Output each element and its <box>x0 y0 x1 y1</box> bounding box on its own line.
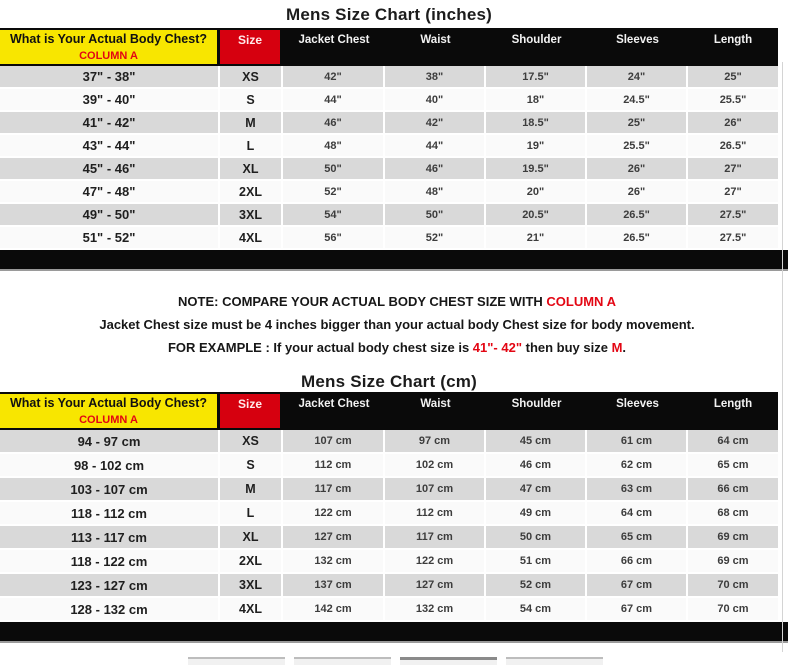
column-a-label: COLUMN A <box>79 414 138 426</box>
measure-value-cell: 46 cm <box>486 454 587 478</box>
thumbnail[interactable] <box>400 657 497 665</box>
measure-value-cell: 52" <box>283 181 385 204</box>
size-cell: XS <box>220 66 283 89</box>
note-text: then buy size <box>522 340 612 355</box>
body-chest-cell: 51" - 52" <box>0 227 220 250</box>
measure-value-cell: 132 cm <box>385 598 486 622</box>
table-row <box>0 502 778 526</box>
measure-value-cell: 137 cm <box>283 574 385 598</box>
size-cell: 4XL <box>220 598 283 622</box>
measure-value-cell: 64 cm <box>587 502 688 526</box>
measure-value-cell: 26" <box>688 112 778 135</box>
right-edge-line <box>782 62 783 652</box>
note-line-3 <box>0 340 794 355</box>
size-header-cell: Size <box>220 30 283 64</box>
size-cell: M <box>220 112 283 135</box>
body-chest-cell: 123 - 127 cm <box>0 574 220 598</box>
measure-value-cell: 64 cm <box>688 430 778 454</box>
measure-value-cell: 66 cm <box>587 550 688 574</box>
measure-value-cell: 26" <box>587 181 688 204</box>
inches-table-header-row <box>0 28 778 66</box>
measure-header-cell: Sleeves <box>616 34 659 46</box>
measure-value-cell: 21" <box>486 227 587 250</box>
cm-table-body <box>0 430 794 622</box>
size-cell: L <box>220 502 283 526</box>
measure-value-cell: 122 cm <box>385 550 486 574</box>
measure-value-cell: 70 cm <box>688 574 778 598</box>
note-line-2 <box>0 317 794 332</box>
size-cell: S <box>220 454 283 478</box>
measure-header-cell: Sleeves <box>616 398 659 410</box>
table-row <box>0 430 778 454</box>
note-block <box>0 294 794 355</box>
measure-value-cell: 142 cm <box>283 598 385 622</box>
body-chest-header-label: What is Your Actual Body Chest? <box>9 32 207 46</box>
measure-value-cell: 112 cm <box>283 454 385 478</box>
inches-table-section <box>0 0 794 271</box>
measure-value-cell: 49 cm <box>486 502 587 526</box>
body-chest-cell: 45" - 46" <box>0 158 220 181</box>
table-row <box>0 227 778 250</box>
measure-value-cell: 25" <box>688 66 778 89</box>
table-row <box>0 89 778 112</box>
cm-table-header-row <box>0 392 778 430</box>
measure-value-cell: 44" <box>283 89 385 112</box>
note-text: NOTE: COMPARE YOUR ACTUAL BODY CHEST SIZE WITH <box>178 294 547 309</box>
body-chest-cell: 41" - 42" <box>0 112 220 135</box>
measure-value-cell: 61 cm <box>587 430 688 454</box>
inches-table-bottom-bar <box>0 250 788 271</box>
measure-value-cell: 69 cm <box>688 550 778 574</box>
measure-value-cell: 122 cm <box>283 502 385 526</box>
measure-value-cell: 27.5" <box>688 227 778 250</box>
measure-value-cell: 48" <box>283 135 385 158</box>
size-header-cell: Size <box>220 394 283 428</box>
measure-value-cell: 54" <box>283 204 385 227</box>
body-chest-cell: 128 - 132 cm <box>0 598 220 622</box>
measure-value-cell: 42" <box>283 66 385 89</box>
cm-table-bottom-bar <box>0 622 788 643</box>
measure-value-cell: 18" <box>486 89 587 112</box>
thumbnail[interactable] <box>188 657 285 665</box>
table-row <box>0 135 778 158</box>
measure-header-cell: Waist <box>420 398 451 410</box>
note-text: Jacket Chest size must be 4 inches bigger than your actual body Chest size for body movement. <box>99 317 695 332</box>
table-row <box>0 574 778 598</box>
measure-value-cell: 46" <box>283 112 385 135</box>
body-chest-cell: 37" - 38" <box>0 66 220 89</box>
measure-value-cell: 102 cm <box>385 454 486 478</box>
body-chest-header-cell <box>0 394 220 428</box>
measure-header-cell: Length <box>713 34 753 46</box>
measure-value-cell: 25.5" <box>688 89 778 112</box>
table-row <box>0 158 778 181</box>
size-cell: 2XL <box>220 550 283 574</box>
measure-value-cell: 46" <box>385 158 486 181</box>
note-highlight-text: M <box>611 340 623 355</box>
size-cell: S <box>220 89 283 112</box>
note-highlight-text: COLUMN A <box>546 294 616 309</box>
body-chest-cell: 118 - 122 cm <box>0 550 220 574</box>
body-chest-cell: 118 - 112 cm <box>0 502 220 526</box>
measure-header-cell: Jacket Chest <box>298 34 370 46</box>
measure-value-cell: 62 cm <box>587 454 688 478</box>
size-cell: 3XL <box>220 204 283 227</box>
measure-value-cell: 63 cm <box>587 478 688 502</box>
measure-value-cell: 69 cm <box>688 526 778 550</box>
measure-value-cell: 67 cm <box>587 574 688 598</box>
body-chest-cell: 103 - 107 cm <box>0 478 220 502</box>
note-text: FOR EXAMPLE : If your actual body chest size is <box>167 340 473 355</box>
size-cell: M <box>220 478 283 502</box>
measure-header-cell: Jacket Chest <box>298 398 370 410</box>
measure-value-cell: 54 cm <box>486 598 587 622</box>
table-row <box>0 204 778 227</box>
measure-value-cell: 107 cm <box>385 478 486 502</box>
inches-table-title: Mens Size Chart (inches) <box>285 5 492 24</box>
body-chest-header-cell <box>0 30 220 64</box>
body-chest-cell: 49" - 50" <box>0 204 220 227</box>
table-row <box>0 526 778 550</box>
measure-value-cell: 44" <box>385 135 486 158</box>
size-cell: XL <box>220 158 283 181</box>
measure-value-cell: 20.5" <box>486 204 587 227</box>
measure-value-cell: 65 cm <box>688 454 778 478</box>
measure-value-cell: 112 cm <box>385 502 486 526</box>
measure-value-cell: 66 cm <box>688 478 778 502</box>
measure-value-cell: 26" <box>587 158 688 181</box>
measure-value-cell: 26.5" <box>587 204 688 227</box>
measure-value-cell: 20" <box>486 181 587 204</box>
measure-value-cell: 97 cm <box>385 430 486 454</box>
size-cell: 2XL <box>220 181 283 204</box>
measure-value-cell: 127 cm <box>283 526 385 550</box>
measure-value-cell: 26.5" <box>688 135 778 158</box>
measure-value-cell: 27.5" <box>688 204 778 227</box>
measure-value-cell: 25" <box>587 112 688 135</box>
measure-header-cell: Shoulder <box>511 34 562 46</box>
size-cell: L <box>220 135 283 158</box>
measure-value-cell: 50" <box>385 204 486 227</box>
measure-header-cell: Shoulder <box>511 398 562 410</box>
measure-value-cell: 48" <box>385 181 486 204</box>
measure-value-cell: 51 cm <box>486 550 587 574</box>
measure-value-cell: 19" <box>486 135 587 158</box>
measure-value-cell: 65 cm <box>587 526 688 550</box>
measure-value-cell: 67 cm <box>587 598 688 622</box>
measure-value-cell: 127 cm <box>385 574 486 598</box>
table-row <box>0 454 778 478</box>
table-row <box>0 478 778 502</box>
measure-value-cell: 45 cm <box>486 430 587 454</box>
table-row <box>0 66 778 89</box>
measure-value-cell: 52 cm <box>486 574 587 598</box>
column-a-label: COLUMN A <box>79 50 138 62</box>
measure-value-cell: 38" <box>385 66 486 89</box>
measure-value-cell: 18.5" <box>486 112 587 135</box>
measure-value-cell: 50 cm <box>486 526 587 550</box>
measure-value-cell: 56" <box>283 227 385 250</box>
thumbnail[interactable] <box>294 657 391 665</box>
table-row <box>0 598 778 622</box>
measure-value-cell: 27" <box>688 181 778 204</box>
size-cell: XL <box>220 526 283 550</box>
measure-value-cell: 132 cm <box>283 550 385 574</box>
inches-table-body <box>0 66 794 250</box>
body-chest-header-label: What is Your Actual Body Chest? <box>9 396 207 410</box>
measure-value-cell: 42" <box>385 112 486 135</box>
measure-value-cell: 19.5" <box>486 158 587 181</box>
note-text: . <box>622 340 627 355</box>
measure-value-cell: 117 cm <box>385 526 486 550</box>
measure-value-cell: 52" <box>385 227 486 250</box>
body-chest-cell: 113 - 117 cm <box>0 526 220 550</box>
body-chest-cell: 47" - 48" <box>0 181 220 204</box>
measure-value-cell: 68 cm <box>688 502 778 526</box>
size-cell: XS <box>220 430 283 454</box>
measure-value-cell: 50" <box>283 158 385 181</box>
measure-value-cell: 24.5" <box>587 89 688 112</box>
measure-value-cell: 17.5" <box>486 66 587 89</box>
cm-table-title: Mens Size Chart (cm) <box>301 372 477 391</box>
thumbnail[interactable] <box>506 657 603 665</box>
measure-value-cell: 26.5" <box>587 227 688 250</box>
measure-value-cell: 117 cm <box>283 478 385 502</box>
measure-value-cell: 40" <box>385 89 486 112</box>
table-row <box>0 181 778 204</box>
measure-value-cell: 24" <box>587 66 688 89</box>
measure-value-cell: 70 cm <box>688 598 778 622</box>
table-row <box>0 550 778 574</box>
measure-header-cell: Length <box>713 398 753 410</box>
measure-value-cell: 25.5" <box>587 135 688 158</box>
size-cell: 3XL <box>220 574 283 598</box>
cm-table-section <box>0 363 794 643</box>
size-cell: 4XL <box>220 227 283 250</box>
measure-value-cell: 107 cm <box>283 430 385 454</box>
body-chest-cell: 43" - 44" <box>0 135 220 158</box>
note-highlight-text: 41"- 42" <box>472 340 522 355</box>
note-line-1 <box>0 294 794 309</box>
thumbnail-strip <box>188 657 603 665</box>
table-row <box>0 112 778 135</box>
body-chest-cell: 98 - 102 cm <box>0 454 220 478</box>
measure-header-cell: Waist <box>420 34 451 46</box>
body-chest-cell: 94 - 97 cm <box>0 430 220 454</box>
body-chest-cell: 39" - 40" <box>0 89 220 112</box>
measure-value-cell: 47 cm <box>486 478 587 502</box>
measure-value-cell: 27" <box>688 158 778 181</box>
